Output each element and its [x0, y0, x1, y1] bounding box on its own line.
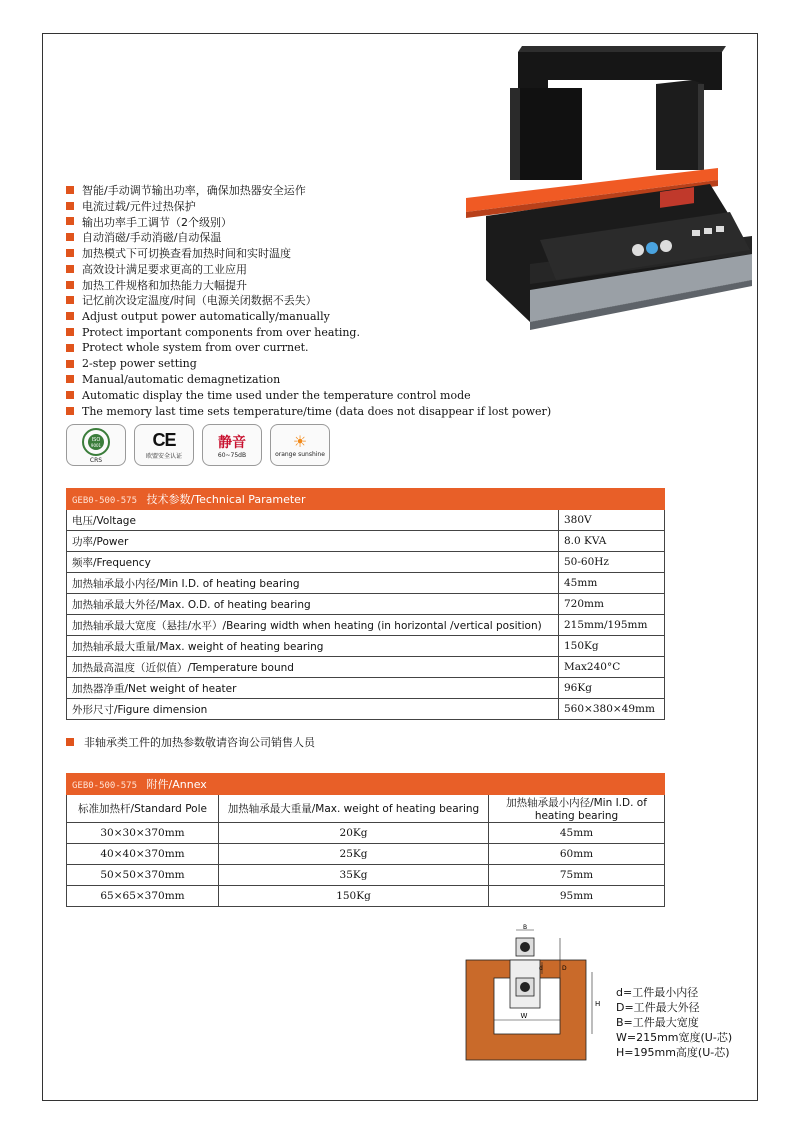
annex-cell: 40×40×370mm — [67, 844, 219, 865]
quiet-mark: 静音 — [218, 434, 246, 451]
certification-badges — [66, 424, 330, 466]
ce-label: 欧盟安全认证 — [145, 453, 182, 460]
bullet-square-icon — [66, 344, 74, 352]
annex-col-id: 加热轴承最小内径/Min I.D. of heating bearing — [489, 795, 665, 823]
feature-item — [66, 356, 626, 372]
feature-item — [66, 261, 626, 277]
param-value: 380V — [559, 510, 665, 531]
feature-item — [66, 277, 626, 293]
feature-item — [66, 182, 626, 198]
param-label: 外形尺寸/Figure dimension — [67, 699, 559, 720]
annex-cell: 150Kg — [219, 886, 489, 907]
params-model-code: GEB0-500-575 — [72, 496, 138, 506]
svg-text:9001: 9001 — [90, 442, 102, 448]
svg-text:ISO: ISO — [91, 436, 101, 443]
label-b: B — [522, 924, 528, 931]
annex-cell: 20Kg — [219, 823, 489, 844]
param-label: 频率/Frequency — [67, 552, 559, 573]
annex-cell: 50×50×370mm — [67, 865, 219, 886]
feature-text: Protect whole system from over currnet. — [82, 341, 309, 355]
param-label: 加热最高温度（近似值）/Temperature bound — [67, 657, 559, 678]
feature-text: 输出功率手工调节（2个级别） — [82, 215, 232, 229]
param-value: 150Kg — [559, 636, 665, 657]
feature-text: Adjust output power automatically/manually — [82, 309, 330, 323]
feature-text: 加热工件规格和加热能力大幅提升 — [82, 278, 247, 292]
legend-item: d=工件最小内径 — [616, 986, 699, 999]
param-row — [67, 594, 665, 615]
bullet-square-icon — [66, 391, 74, 399]
feature-text: Automatic display the time used under the temperature control mode — [82, 388, 471, 402]
bullet-square-icon — [66, 281, 74, 289]
annex-cell: 75mm — [489, 865, 665, 886]
annex-cell: 65×65×370mm — [67, 886, 219, 907]
sun-label: orange sunshine — [275, 451, 325, 458]
feature-text: 智能/手动调节输出功率，确保加热器安全运作 — [82, 183, 306, 197]
legend-item: D=工件最大外径 — [616, 1001, 700, 1014]
bullet-square-icon — [66, 296, 74, 304]
legend-item: H=195mm高度(U-芯) — [616, 1046, 730, 1059]
label-w: W — [520, 1012, 528, 1020]
param-value: 215mm/195mm — [559, 615, 665, 636]
feature-text: Manual/automatic demagnetization — [82, 372, 281, 386]
params-header — [67, 489, 665, 510]
feature-item — [66, 293, 626, 309]
feature-item — [66, 387, 626, 403]
bullet-square-icon — [66, 328, 74, 336]
param-value: 8.0 KVA — [559, 531, 665, 552]
feature-item — [66, 198, 626, 214]
annex-table — [66, 773, 665, 907]
legend-item: W=215mm宽度(U-芯) — [616, 1031, 733, 1044]
param-label: 加热器净重/Net weight of heater — [67, 678, 559, 699]
bullet-square-icon — [66, 375, 74, 383]
param-label: 加热轴承最小内径/Min I.D. of heating bearing — [67, 573, 559, 594]
feature-item — [66, 214, 626, 230]
iso-seal-icon — [81, 427, 111, 457]
bullet-square-icon — [66, 233, 74, 241]
annex-row — [67, 823, 665, 844]
param-value: 45mm — [559, 573, 665, 594]
bullet-square-icon — [66, 202, 74, 210]
ce-badge — [134, 424, 194, 466]
param-label: 加热轴承最大外径/Max. O.D. of heating bearing — [67, 594, 559, 615]
param-label: 功率/Power — [67, 531, 559, 552]
bullet-square-icon — [66, 265, 74, 273]
annex-model-code: GEB0-500-575 — [72, 781, 138, 791]
param-row — [67, 573, 665, 594]
label-h: H — [595, 1000, 601, 1008]
quiet-badge — [202, 424, 262, 466]
diagram-legend — [616, 985, 732, 1060]
label-d: d — [539, 965, 543, 972]
param-value: 96Kg — [559, 678, 665, 699]
param-row — [67, 552, 665, 573]
quiet-label: 60~75dB — [217, 451, 247, 459]
feature-item — [66, 372, 626, 388]
technical-parameter-table — [66, 488, 665, 720]
feature-item — [66, 245, 626, 261]
param-value: Max240°C — [559, 657, 665, 678]
dimension-diagram — [464, 922, 614, 1062]
ce-mark: CE — [152, 430, 176, 450]
annex-cell: 60mm — [489, 844, 665, 865]
feature-item — [66, 324, 626, 340]
annex-col-weight: 加热轴承最大重量/Max. weight of heating bearing — [219, 795, 489, 823]
label-D: D — [562, 965, 567, 972]
param-value: 50-60Hz — [559, 552, 665, 573]
param-row — [67, 510, 665, 531]
annex-cell: 25Kg — [219, 844, 489, 865]
feature-item — [66, 229, 626, 245]
bullet-square-icon — [66, 217, 74, 225]
sun-icon: ☀ — [292, 432, 308, 451]
param-row — [67, 636, 665, 657]
param-label: 加热轴承最大重量/Max. weight of heating bearing — [67, 636, 559, 657]
iso-label: CRS — [89, 456, 103, 464]
feature-text: 自动消磁/手动消磁/自动保温 — [82, 231, 222, 245]
feature-text: 电流过载/元件过热保护 — [82, 199, 196, 213]
bullet-square-icon — [66, 407, 74, 415]
param-value: 720mm — [559, 594, 665, 615]
feature-text: Protect important components from over heating. — [82, 325, 360, 339]
annex-row — [67, 844, 665, 865]
param-row — [67, 531, 665, 552]
annex-title: 附件/Annex — [146, 778, 207, 791]
bullet-square-icon — [66, 738, 74, 746]
annex-cell: 30×30×370mm — [67, 823, 219, 844]
feature-text: 加热模式下可切换查看加热时间和实时温度 — [82, 247, 291, 261]
feature-text: 高效设计满足要求更高的工业应用 — [82, 262, 247, 276]
annex-row — [67, 865, 665, 886]
feature-list — [66, 182, 626, 419]
param-label: 电压/Voltage — [67, 510, 559, 531]
annex-cell: 45mm — [489, 823, 665, 844]
feature-text: 2-step power setting — [82, 357, 197, 371]
param-row — [67, 699, 665, 720]
sun-badge — [270, 424, 330, 466]
annex-col-pole: 标准加热杆/Standard Pole — [67, 795, 219, 823]
bullet-square-icon — [66, 312, 74, 320]
feature-text: 记忆前次设定温度/时间（电源关闭数据不丢失） — [82, 294, 317, 308]
annex-row — [67, 886, 665, 907]
annex-cell: 35Kg — [219, 865, 489, 886]
bullet-square-icon — [66, 249, 74, 257]
param-row — [67, 657, 665, 678]
annex-header — [67, 774, 665, 795]
param-row — [67, 678, 665, 699]
params-title: 技术参数/Technical Parameter — [146, 493, 306, 506]
legend-item: B=工件最大宽度 — [616, 1016, 699, 1029]
annex-cell: 95mm — [489, 886, 665, 907]
param-label: 加热轴承最大宽度（悬挂/水平）/Bearing width when heating (in horizontal /vertical position) — [67, 615, 559, 636]
note-text: 非轴承类工件的加热参数敬请咨询公司销售人员 — [84, 736, 315, 749]
note — [66, 734, 315, 750]
bullet-square-icon — [66, 360, 74, 368]
param-row — [67, 615, 665, 636]
feature-item — [66, 403, 626, 419]
feature-item — [66, 340, 626, 356]
bullet-square-icon — [66, 186, 74, 194]
iso-badge — [66, 424, 126, 466]
annex-column-headers — [67, 795, 665, 823]
param-value: 560×380×49mm — [559, 699, 665, 720]
feature-text: The memory last time sets temperature/time (data does not disappear if lost power) — [82, 404, 552, 418]
feature-item — [66, 308, 626, 324]
